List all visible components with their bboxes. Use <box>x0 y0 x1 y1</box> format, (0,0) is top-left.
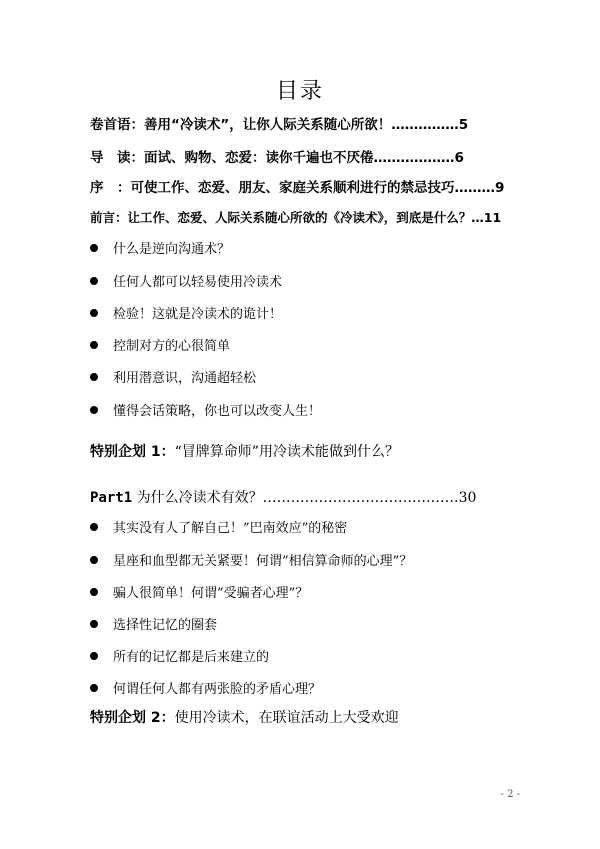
special-label: 特别企划 2： <box>90 710 175 726</box>
toc-bullet-item[interactable] <box>90 400 520 419</box>
special-text: “冒牌算命师”用冷读术能做到什么？ <box>174 444 399 460</box>
toc-bullet-text: 懂得会话策略，你也可以改变人生！ <box>113 404 322 419</box>
toc-entry-guide[interactable]: 导 读：面试、购物、恋爱：读你千遍也不厌倦………………6 <box>90 150 464 166</box>
bullet-icon <box>90 244 98 252</box>
toc-bullet-item[interactable] <box>90 238 520 257</box>
bullet-icon <box>90 588 98 596</box>
toc-bullet-text: 星座和血型都无关紧要！何谓”相信算命师的心理”？ <box>113 554 413 569</box>
page-number: - 2 - <box>500 789 520 800</box>
bullet-icon <box>90 277 98 285</box>
bullet-icon <box>90 309 98 317</box>
toc-entry-special-2[interactable] <box>90 707 520 727</box>
toc-bullet-text: 所有的记忆都是后来建立的 <box>113 650 270 665</box>
toc-bullet-item[interactable] <box>90 517 520 536</box>
part-text: 为什么冷读术有效？……………………………………30 <box>136 490 477 506</box>
toc-entry-special-1[interactable] <box>90 441 520 461</box>
special-text: 使用冷读术，在联谊活动上大受欢迎 <box>174 710 399 726</box>
toc-bullet-text: 控制对方的心很简单 <box>113 339 231 354</box>
toc-entry-part-1[interactable] <box>90 487 520 507</box>
bullet-icon <box>90 620 98 628</box>
toc-entry-foreword[interactable]: 序 ：可使工作、恋爱、朋友、家庭关系顺利进行的禁忌技巧………9 <box>90 180 505 196</box>
bullet-icon <box>90 556 98 564</box>
bullet-icon <box>90 341 98 349</box>
toc-bullet-text: 骗人很简单！何谓”受骗者心理”？ <box>113 586 309 601</box>
toc-bullet-item[interactable] <box>90 271 520 290</box>
bullet-icon <box>90 652 98 660</box>
bullet-icon <box>90 406 98 414</box>
toc-bullet-item[interactable] <box>90 550 520 569</box>
toc-bullet-text: 利用潜意识，沟通超轻松 <box>113 371 257 386</box>
toc-bullet-item[interactable] <box>90 367 520 386</box>
toc-bullet-text: 选择性记忆的圈套 <box>113 618 218 633</box>
special-label: 特别企划 1： <box>90 444 175 460</box>
toc-bullet-item[interactable] <box>90 678 520 697</box>
toc-entry-introduction[interactable]: 前言：让工作、恋爱、人际关系随心所欲的《冷读术》，到底是什么？…11 <box>90 210 502 225</box>
bullet-icon <box>90 684 98 692</box>
toc-bullet-item[interactable] <box>90 646 520 665</box>
toc-bullet-item[interactable] <box>90 614 520 633</box>
toc-bullet-item[interactable] <box>90 582 520 601</box>
toc-bullet-text: 何谓任何人都有两张脸的矛盾心理？ <box>113 682 322 697</box>
toc-bullet-item[interactable] <box>90 303 520 322</box>
toc-bullet-text: 其实没有人了解自己！”巴南效应”的秘密 <box>113 521 348 536</box>
toc-bullet-item[interactable] <box>90 335 520 354</box>
bullet-icon <box>90 373 98 381</box>
toc-entry-preface[interactable]: 卷首语：善用“冷读术”，让你人际关系随心所欲！……………5 <box>90 117 469 133</box>
page-title: 目录 <box>275 79 324 104</box>
toc-bullet-text: 任何人都可以轻易使用冷读术 <box>113 275 283 290</box>
toc-bullet-text: 检验！这就是冷读术的诡计！ <box>113 307 283 322</box>
toc-bullet-text: 什么是逆向沟通术？ <box>113 242 231 257</box>
bullet-icon <box>90 523 98 531</box>
part-label: Part1 <box>90 490 133 506</box>
